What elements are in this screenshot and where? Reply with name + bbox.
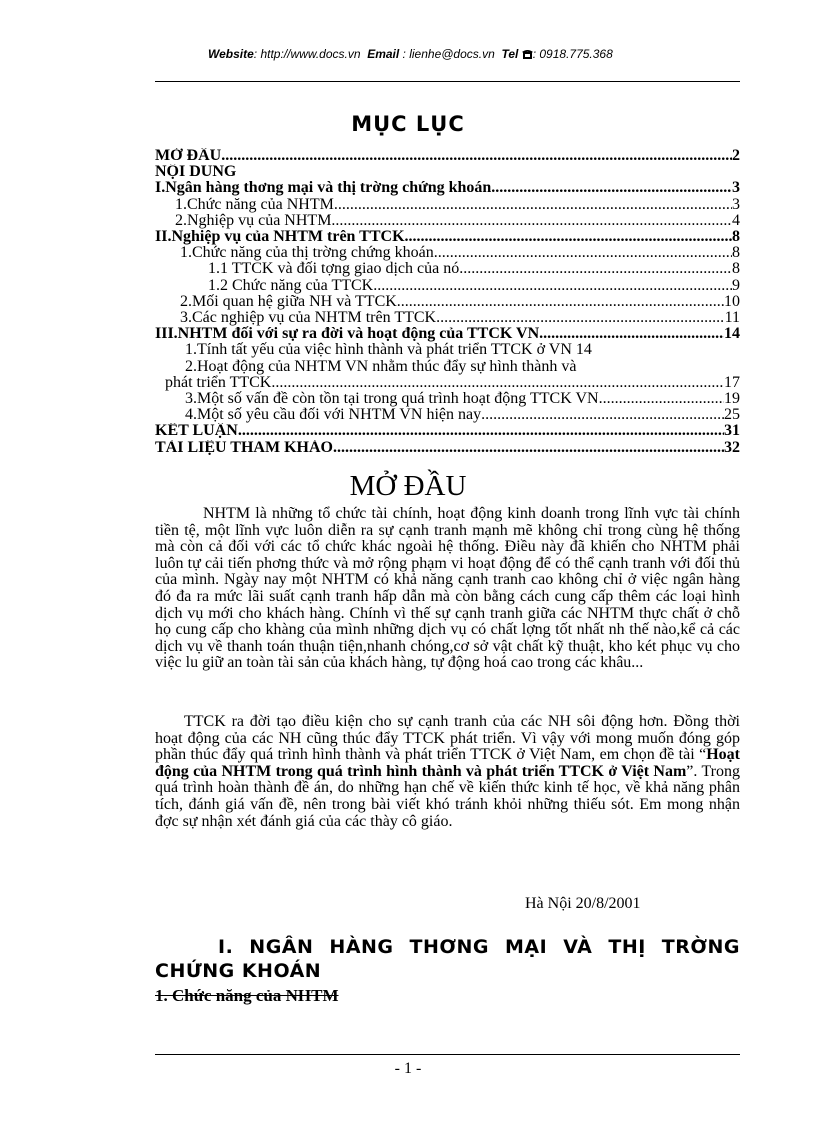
toc-entry (155, 278, 740, 294)
toc-entry (155, 407, 740, 423)
toc-entry (155, 245, 740, 261)
toc-page-number: 8 (732, 245, 740, 262)
toc-page-number: 25 (724, 407, 740, 424)
toc-entry (155, 440, 740, 456)
website-value: : http://www.docs.vn (253, 47, 361, 61)
toc-page-number: 8 (732, 229, 740, 246)
toc-page-number: 17 (724, 374, 740, 391)
toc-leader-dots (405, 229, 732, 245)
intro-paragraph-1: NHTM là những tổ chức tài chính, hoạt động kinh doanh trong lĩnh vực tài chính tiền tệ, một lĩnh vực luôn diễn ra sự cạnh tranh mạnh mẽ không chỉ trong cùng hệ thống mà còn cả đối với các tổ chức khác ngoài hệ thống. Điều này đã khiến cho NHTM phải luôn tự cải tiến phơng thức và mở rộng phạm vi hoạt động để có thể cạnh tranh với đối thủ của mình. Ngày nay một NHTM có khả năng cạnh tranh cao không chỉ ở việc ngân hàng đó đa ra mức lãi suất cạnh tranh hấp dẫn mà còn bằng cách cung cấp thêm các loại hình dịch vụ mới cho khách hàng. Chính vì thế sự cạnh tranh giữa các NHTM thực chất ở chỗ họ cung cấp cho khàng của mình những dịch vụ có chất lợng tốt nhất nh thế nào,kể cả các dịch vụ về thanh toán thuận tiện,nhanh chóng,cơ sở vật chất kỹ thuật, kho két phục vụ cho việc lu giữ an toàn tài sản của khách hàng, tự động hoá cao trong các khâu... (155, 505, 740, 672)
toc-page-number: 31 (724, 423, 740, 440)
toc-entry-title: 1.Chức năng của NHTM (175, 196, 334, 213)
toc-leader-dots (434, 245, 732, 261)
paragraph-2-text-b: ”. Trong quá trình hoàn thành đề án, do những hạn chế về kiến thức kinh tế học, về khả năng phân tích, đánh giá vấn đề, nên trong bài viết khó tránh khỏi những thiếu sót. Em mong nhận đợc sự nhận xét đánh giá của các thày cô giáo. (155, 762, 740, 830)
toc-entry (155, 326, 740, 342)
toc-page-number: 4 (732, 212, 740, 229)
email-label: Email (367, 47, 400, 61)
toc-leader-dots (459, 261, 732, 277)
toc-entry-title: III.NHTM đối với sự ra đời và hoạt động của TTCK VN (155, 326, 540, 343)
email-value: : lienhe@docs.vn (402, 47, 495, 61)
toc-page-number: 8 (732, 261, 740, 278)
toc-leader-dots (238, 423, 724, 439)
toc-entry (155, 229, 740, 245)
toc-leader-dots (539, 326, 724, 342)
toc-entry (155, 213, 740, 229)
toc-entry-title: 1.Tính tất yếu của việc hình thành và phát triển TTCK ở VN 14 (185, 342, 592, 359)
toc-leader-dots (333, 440, 724, 456)
toc-entry (155, 423, 740, 439)
toc-entry-title: phát triển TTCK (165, 374, 272, 391)
toc-page-number: 3 (732, 180, 740, 197)
toc-leader-dots (221, 148, 732, 164)
toc-leader-dots (334, 197, 732, 213)
section-title: MỞ ĐẦU (349, 470, 467, 502)
toc-entry (155, 375, 740, 391)
intro-paragraph-2 (155, 714, 740, 830)
toc-title: MỤC LỤC (351, 112, 465, 136)
footer-rule (155, 1054, 740, 1055)
toc-leader-dots (373, 278, 732, 294)
toc-page-number: 14 (724, 326, 740, 343)
toc-entry-title: 3.Các nghiệp vụ của NHTM trên TTCK (180, 310, 437, 327)
thesis-title: Hoạt động của NHTM trong quá trình hình thành và phát triển TTCK ở Việt Nam (155, 746, 740, 780)
toc-leader-dots (271, 375, 724, 391)
toc-entry-title: NỘI DUNG (155, 164, 237, 181)
toc-leader-dots (481, 407, 724, 423)
toc-entry (155, 180, 740, 196)
toc-page-number: 19 (724, 391, 740, 408)
toc-entry-title: I.Ngân hàng thơng mại và thị trờng chứng khoán (155, 180, 492, 197)
toc-page-number: 3 (732, 196, 740, 213)
tel-label: Tel (501, 47, 519, 61)
signature-date: Hà Nội 20/8/2001 (525, 895, 641, 912)
chapter-heading: I. NGÂN HÀNG THƠNG MẠI VÀ THỊ TRỜNG CHỨNG KHOÁN (155, 936, 740, 982)
toc-entry (155, 294, 740, 310)
header-rule (155, 81, 740, 82)
toc-entry (155, 197, 740, 213)
toc-leader-dots (491, 180, 732, 196)
toc-leader-dots (397, 294, 724, 310)
toc-leader-dots (436, 310, 725, 326)
toc-entry-title: KẾT LUẬN (155, 423, 238, 440)
toc-entry (155, 164, 740, 180)
toc-leader-dots (331, 213, 732, 229)
page-header (208, 47, 613, 61)
toc-page-number: 9 (732, 277, 740, 294)
toc-entry-title: 1.2 Chức năng của TTCK (208, 277, 374, 294)
toc-entry-title: 1.1 TTCK và đối tợng giao dịch của nó (208, 261, 460, 278)
toc-entry-title: 1.Chức năng của thị trờng chứng khoán (180, 245, 434, 262)
toc-leader-dots (599, 391, 724, 407)
tel-value: : 0918.775.368 (532, 47, 613, 61)
toc-entry-title: 2.Hoạt động của NHTM VN nhằm thúc đẩy sự hình thành và (185, 358, 577, 375)
toc-page-number: 32 (724, 439, 740, 456)
toc-entry-title: II.Nghiệp vụ của NHTM trên TTCK (155, 229, 405, 246)
toc-page-number: 11 (724, 310, 740, 327)
paragraph-2-text-a: TTCK ra đời tạo điều kiện cho sự cạnh tranh của các NH sôi động hơn. Đồng thời hoạt động của các NH cũng thúc đẩy TTCK phát triển. Vì vậy với mong muốn đóng góp phần thúc đẩy quá trình hình thành và phát triển TTCK ở Việt Nam, em chọn đề tài “ (155, 713, 740, 764)
toc-entry-title: MỞ ĐẦU (155, 148, 222, 164)
toc-entry-title: 2.Mối quan hệ giữa NH và TTCK (180, 293, 397, 310)
toc-entry (155, 391, 740, 407)
toc-entry (155, 359, 740, 375)
toc-entry (155, 342, 740, 358)
toc-page-number: 2 (732, 148, 740, 164)
toc-page-number: 10 (724, 293, 740, 310)
table-of-contents (155, 148, 740, 456)
toc-entry-title: 3.Một số vấn đề còn tồn tại trong quá trình hoạt động TTCK VN (185, 391, 599, 408)
toc-entry (155, 148, 740, 164)
subsection-heading: 1. Chức năng của NHTM (155, 986, 339, 1005)
toc-entry (155, 261, 740, 277)
toc-entry-title: 2.Nghiệp vụ của NHTM (175, 212, 332, 229)
page-number: - 1 - (394, 1060, 422, 1077)
website-label: Website (208, 47, 254, 61)
phone-icon (522, 49, 533, 59)
toc-entry-title: 4.Một số yêu cầu đối với NHTM VN hiện nay (185, 407, 482, 424)
toc-entry-title: TÀI LIỆU THAM KHẢO (155, 439, 333, 456)
toc-entry (155, 310, 740, 326)
